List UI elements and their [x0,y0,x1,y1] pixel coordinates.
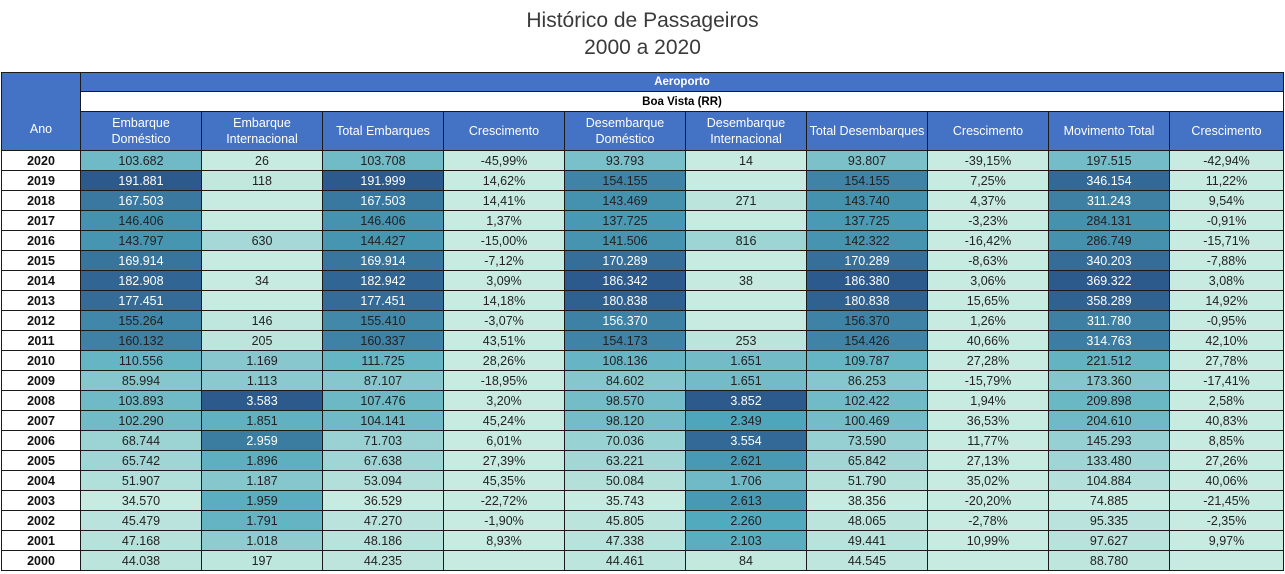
table-cell: 1,26% [928,311,1049,331]
table-cell: -21,45% [1170,491,1284,511]
table-cell: 87.107 [323,371,444,391]
table-cell: 1.851 [202,411,323,431]
table-cell: 1,94% [928,391,1049,411]
table-cell: 155.264 [81,311,202,331]
table-cell: 28,26% [444,351,565,371]
table-cell: 142.322 [807,231,928,251]
table-cell: -20,20% [928,491,1049,511]
table-cell: 1.113 [202,371,323,391]
column-header-line1: Total Desembarques [809,124,925,138]
table-cell: 1.651 [686,371,807,391]
table-row [2,351,1284,371]
table-cell: 2.103 [686,531,807,551]
year-cell: 2008 [2,391,81,411]
table-cell: 6,01% [444,431,565,451]
table-cell: 3.554 [686,431,807,451]
table-row [2,431,1284,451]
table-cell: 38 [686,271,807,291]
table-row [2,211,1284,231]
table-cell: 2,58% [1170,391,1284,411]
table-cell: 144.427 [323,231,444,251]
table-cell: 3.583 [202,391,323,411]
table-cell: 38.356 [807,491,928,511]
table-cell: 45.479 [81,511,202,531]
table-cell: 40,83% [1170,411,1284,431]
table-cell: 167.503 [323,191,444,211]
column-header-line2: Internacional [710,132,782,146]
table-cell: 191.881 [81,171,202,191]
table-cell: 182.908 [81,271,202,291]
column-header-line1: Embarque [112,116,170,130]
table-cell: -1,90% [444,511,565,531]
table-cell: -42,94% [1170,151,1284,171]
table-cell: 154.155 [565,171,686,191]
table-cell: 45,24% [444,411,565,431]
table-row [2,151,1284,171]
year-cell: 2020 [2,151,81,171]
table-cell: 9,54% [1170,191,1284,211]
year-cell: 2009 [2,371,81,391]
table-cell: 284.131 [1049,211,1170,231]
table-cell: 170.289 [807,251,928,271]
table-cell: 137.725 [807,211,928,231]
table-cell: 111.725 [323,351,444,371]
table-cell [686,251,807,271]
table-cell: 27,78% [1170,351,1284,371]
table-cell: 369.322 [1049,271,1170,291]
table-cell: 180.838 [807,291,928,311]
table-cell: 103.682 [81,151,202,171]
table-cell: 34 [202,271,323,291]
page-title [0,7,1285,61]
table-cell: 221.512 [1049,351,1170,371]
sub-header-airport: Boa Vista (RR) [81,92,1284,112]
year-cell: 2005 [2,451,81,471]
table-cell: 86.253 [807,371,928,391]
table-cell: 14,92% [1170,291,1284,311]
table-cell: 154.173 [565,331,686,351]
table-cell: 133.480 [1049,451,1170,471]
table-cell: 40,06% [1170,471,1284,491]
table-row [2,271,1284,291]
table-cell [202,211,323,231]
table-cell: 109.787 [807,351,928,371]
table-cell: 340.203 [1049,251,1170,271]
table-cell: 97.627 [1049,531,1170,551]
table-cell: 15,65% [928,291,1049,311]
table-cell: 84 [686,551,807,571]
table-cell: -17,41% [1170,371,1284,391]
table-row [2,391,1284,411]
table-cell: 204.610 [1049,411,1170,431]
table-cell: 156.370 [565,311,686,331]
table-cell: 14 [686,151,807,171]
table-cell: 630 [202,231,323,251]
table-cell: 1.896 [202,451,323,471]
table-cell: 35.743 [565,491,686,511]
table-cell: 35,02% [928,471,1049,491]
table-cell: -15,00% [444,231,565,251]
table-cell: 65.842 [807,451,928,471]
table-cell: 88.780 [1049,551,1170,571]
table-cell: 53.094 [323,471,444,491]
table-cell: -15,79% [928,371,1049,391]
column-header [686,112,807,151]
table-cell: 137.725 [565,211,686,231]
table-cell: 102.422 [807,391,928,411]
table-cell: -2,35% [1170,511,1284,531]
table-cell: -0,91% [1170,211,1284,231]
table-cell: 43,51% [444,331,565,351]
year-cell: 2013 [2,291,81,311]
year-cell: 2003 [2,491,81,511]
year-cell: 2000 [2,551,81,571]
table-cell: 209.898 [1049,391,1170,411]
table-cell: 45.805 [565,511,686,531]
table-cell: 311.243 [1049,191,1170,211]
table-cell: 48.186 [323,531,444,551]
table-row [2,551,1284,571]
table-cell: 173.360 [1049,371,1170,391]
table-cell: 1.169 [202,351,323,371]
ano-header: Ano [2,73,81,151]
table-cell: 2.260 [686,511,807,531]
table-cell: 67.638 [323,451,444,471]
table-cell: 44.038 [81,551,202,571]
table-cell [928,551,1049,571]
year-cell: 2015 [2,251,81,271]
table-cell: 74.885 [1049,491,1170,511]
table-cell: 71.703 [323,431,444,451]
table-cell: 47.338 [565,531,686,551]
table-row [2,471,1284,491]
table-cell: 110.556 [81,351,202,371]
column-header-line1: Total Embarques [336,124,430,138]
table-cell: 167.503 [81,191,202,211]
table-cell: 51.790 [807,471,928,491]
table-cell: 70.036 [565,431,686,451]
table-cell: 816 [686,231,807,251]
year-cell: 2010 [2,351,81,371]
table-row [2,531,1284,551]
column-header-line1: Crescimento [952,124,1024,138]
table-cell: 84.602 [565,371,686,391]
year-cell: 2012 [2,311,81,331]
column-header-line1: Crescimento [1191,124,1262,138]
table-cell [686,171,807,191]
year-cell: 2017 [2,211,81,231]
table-cell: 314.763 [1049,331,1170,351]
table-cell: 14,18% [444,291,565,311]
table-cell: 44.461 [565,551,686,571]
year-cell: 2016 [2,231,81,251]
table-cell: 63.221 [565,451,686,471]
table-cell: 14,41% [444,191,565,211]
table-cell: 11,77% [928,431,1049,451]
table-cell: 2.959 [202,431,323,451]
table-cell: 26 [202,151,323,171]
table-cell: 51.907 [81,471,202,491]
table-row [2,371,1284,391]
table-row [2,291,1284,311]
table-cell: 10,99% [928,531,1049,551]
table-cell [686,311,807,331]
table-cell: 141.506 [565,231,686,251]
table-cell: 1.706 [686,471,807,491]
table-cell: 27,13% [928,451,1049,471]
table-cell: 2.349 [686,411,807,431]
table-cell: 177.451 [323,291,444,311]
table-cell: 93.807 [807,151,928,171]
table-cell: 1.959 [202,491,323,511]
table-cell: 98.570 [565,391,686,411]
table-cell: 104.884 [1049,471,1170,491]
table-cell: 85.994 [81,371,202,391]
table-row [2,191,1284,211]
table-cell: -3,07% [444,311,565,331]
table-cell: 358.289 [1049,291,1170,311]
table-cell: 3,09% [444,271,565,291]
table-cell: 47.168 [81,531,202,551]
table-cell: 253 [686,331,807,351]
year-cell: 2001 [2,531,81,551]
table-cell: -7,12% [444,251,565,271]
table-cell: 3,20% [444,391,565,411]
table-cell: 50.084 [565,471,686,491]
table-row [2,231,1284,251]
table-cell: 205 [202,331,323,351]
table-cell: 191.999 [323,171,444,191]
table-cell: 180.838 [565,291,686,311]
table-cell: 3,08% [1170,271,1284,291]
table-cell: -22,72% [444,491,565,511]
column-header [323,112,444,151]
year-cell: 2006 [2,431,81,451]
table-cell: -3,23% [928,211,1049,231]
table-cell [202,291,323,311]
column-header-line2: Doméstico [111,132,171,146]
table-cell: 45,35% [444,471,565,491]
table-cell: 311.780 [1049,311,1170,331]
table-cell: 3.852 [686,391,807,411]
column-header [565,112,686,151]
table-cell: 197.515 [1049,151,1170,171]
table-cell: 177.451 [81,291,202,311]
year-cell: 2019 [2,171,81,191]
table-cell: 34.570 [81,491,202,511]
table-cell: 42,10% [1170,331,1284,351]
column-header [81,112,202,151]
table-cell: 108.136 [565,351,686,371]
table-cell: 2.621 [686,451,807,471]
column-header-line2: Doméstico [595,132,655,146]
column-header-line1: Embarque [233,116,291,130]
table-cell [444,551,565,571]
table-cell: 1.791 [202,511,323,531]
table-cell [686,211,807,231]
table-row [2,451,1284,471]
column-header [444,112,565,151]
group-header-aeroporto: Aeroporto [81,73,1284,92]
table-cell: 146 [202,311,323,331]
table-cell: 146.406 [81,211,202,231]
table-cell: 8,93% [444,531,565,551]
table-cell: 7,25% [928,171,1049,191]
table-cell: 95.335 [1049,511,1170,531]
table-row [2,411,1284,431]
table-cell: 1.018 [202,531,323,551]
table-cell: 160.337 [323,331,444,351]
year-cell: 2011 [2,331,81,351]
table-row [2,171,1284,191]
year-cell: 2007 [2,411,81,431]
table-cell: 11,22% [1170,171,1284,191]
table-cell: 156.370 [807,311,928,331]
table-cell: 1,37% [444,211,565,231]
table-row [2,491,1284,511]
passenger-history-table [1,72,1284,571]
table-cell: 103.893 [81,391,202,411]
year-cell: 2002 [2,511,81,531]
column-header-line1: Movimento Total [1063,124,1155,138]
table-cell: 8,85% [1170,431,1284,451]
table-cell: 197 [202,551,323,571]
table-cell: 186.342 [565,271,686,291]
table-row [2,511,1284,531]
column-header [202,112,323,151]
column-header [1170,112,1284,151]
table-cell: 170.289 [565,251,686,271]
table-cell: 155.410 [323,311,444,331]
table-cell: 73.590 [807,431,928,451]
table-cell: 65.742 [81,451,202,471]
column-header [1049,112,1170,151]
table-cell: -7,88% [1170,251,1284,271]
table-cell: 160.132 [81,331,202,351]
title-line2: 2000 a 2020 [584,36,701,59]
title-line1: Histórico de Passageiros [526,9,759,32]
table-cell: -45,99% [444,151,565,171]
column-header-line1: Crescimento [468,124,540,138]
table-cell [202,251,323,271]
table-cell: 36,53% [928,411,1049,431]
table-cell: 346.154 [1049,171,1170,191]
table-cell: 107.476 [323,391,444,411]
table-cell: 118 [202,171,323,191]
table-cell: 102.290 [81,411,202,431]
table-cell [686,291,807,311]
table-cell: -0,95% [1170,311,1284,331]
table-cell: 14,62% [444,171,565,191]
table-cell: 143.740 [807,191,928,211]
table-cell: 1.651 [686,351,807,371]
table-cell: 271 [686,191,807,211]
table-cell: 98.120 [565,411,686,431]
table-cell: -16,42% [928,231,1049,251]
column-header [807,112,928,151]
column-header-line2: Internacional [226,132,298,146]
column-header-line1: Desembarque [585,116,665,130]
table-cell: 143.797 [81,231,202,251]
table-cell: 146.406 [323,211,444,231]
year-cell: 2014 [2,271,81,291]
table-cell: -15,71% [1170,231,1284,251]
table-cell: 40,66% [928,331,1049,351]
table-cell: 44.545 [807,551,928,571]
year-cell: 2018 [2,191,81,211]
table-cell: 169.914 [323,251,444,271]
table-cell: 1.187 [202,471,323,491]
table-cell: 93.793 [565,151,686,171]
table-cell: 36.529 [323,491,444,511]
column-header-line1: Desembarque [706,116,786,130]
table-cell: 169.914 [81,251,202,271]
table-cell: 9,97% [1170,531,1284,551]
table-row [2,331,1284,351]
table-cell: 143.469 [565,191,686,211]
table-cell [1170,551,1284,571]
table-cell: 27,39% [444,451,565,471]
table-cell: 145.293 [1049,431,1170,451]
table-cell: 3,06% [928,271,1049,291]
table-cell: 49.441 [807,531,928,551]
column-header [928,112,1049,151]
table-cell: 44.235 [323,551,444,571]
table-cell: -2,78% [928,511,1049,531]
table-cell: 47.270 [323,511,444,531]
table-cell: 154.155 [807,171,928,191]
table-cell: 27,28% [928,351,1049,371]
table-cell: -8,63% [928,251,1049,271]
table-cell [202,191,323,211]
table-cell: 104.141 [323,411,444,431]
table-cell: 103.708 [323,151,444,171]
table-row [2,251,1284,271]
table-cell: 154.426 [807,331,928,351]
table-cell: 27,26% [1170,451,1284,471]
table-row [2,311,1284,331]
table-cell: 100.469 [807,411,928,431]
table-cell: 186.380 [807,271,928,291]
table-cell: 68.744 [81,431,202,451]
table-cell: 2.613 [686,491,807,511]
table-cell: -18,95% [444,371,565,391]
table-cell: 48.065 [807,511,928,531]
table-cell: 286.749 [1049,231,1170,251]
table-cell: -39,15% [928,151,1049,171]
table-cell: 182.942 [323,271,444,291]
table-cell: 4,37% [928,191,1049,211]
year-cell: 2004 [2,471,81,491]
